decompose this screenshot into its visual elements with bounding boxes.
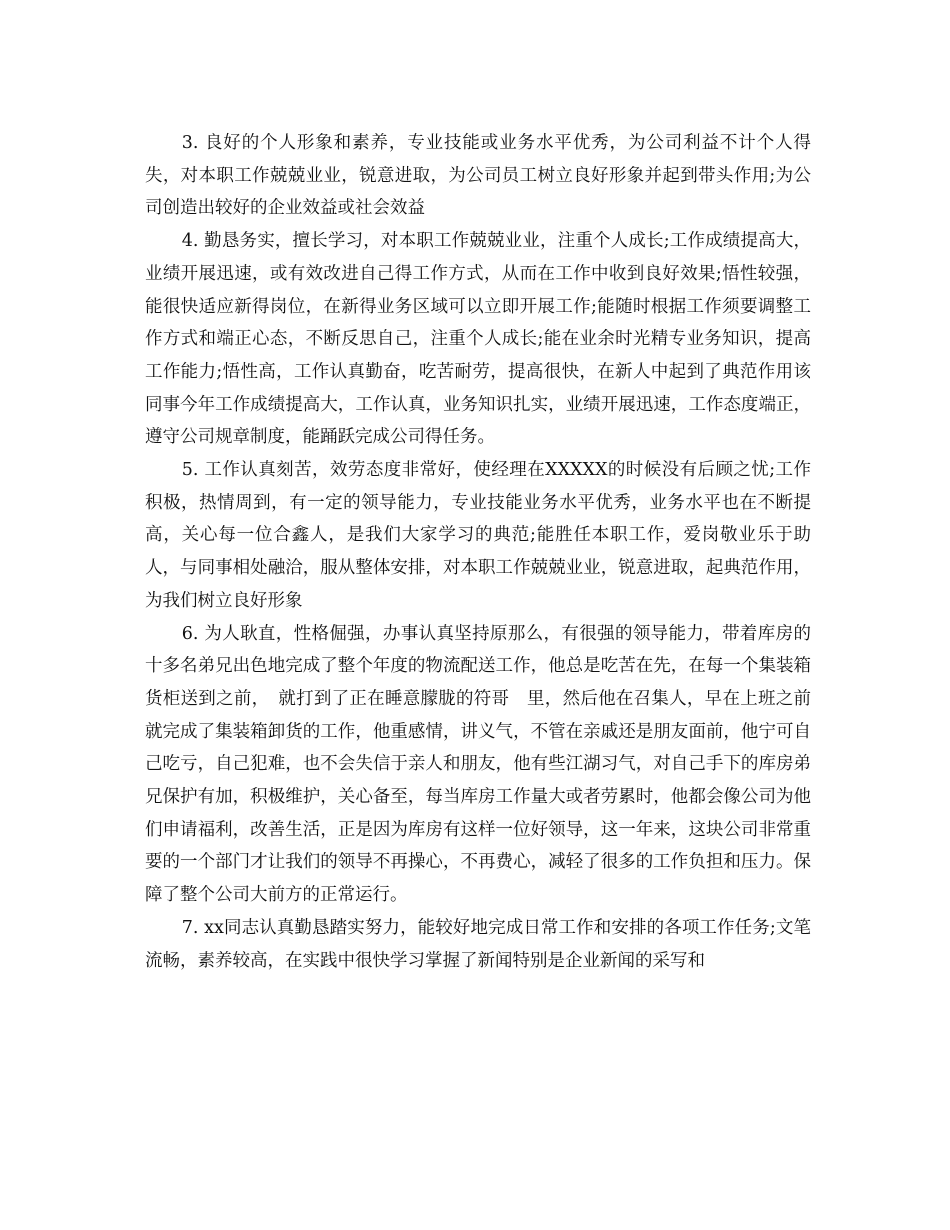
paragraph-item-5: 5. 工作认真刻苦，效劳态度非常好，使经理在XXXXX的时候没有后顾之忧;工作积极，热情周到，有一定的领导能力，专业技能业务水平优秀，业务水平也在不断提高，关心每一位合鑫人，是我们大家学习的典范;能胜任本职工作，爱岗敬业乐于助人，与同事相处融洽，服从整体安排，对本职工作兢兢业业，锐意进取，起典范作用，为我们树立良好形象 [145, 460, 811, 611]
paragraph-item-7: 7. xx同志认真勤恳踏实努力，能较好地完成日常工作和安排的各项工作任务;文笔流畅，素养较高，在实践中很快学习掌握了新闻特别是企业新闻的采写和 [145, 917, 811, 971]
paragraph-item-3: 3. 良好的个人形象和素养，专业技能或业务水平优秀，为公司利益不计个人得失，对本职工作兢兢业业，锐意进取，为公司员工树立良好形象并起到带头作用;为公司创造出较好的企业效益或社会效益 [145, 133, 811, 219]
paragraph-item-4: 4. 勤恳务实，擅长学习，对本职工作兢兢业业，注重个人成长;工作成绩提高大，业绩开展迅速，或有效改进自己得工作方式，从而在工作中收到良好效果;悟性较强，能很快适应新得岗位，在新得业务区域可以立即开展工作;能随时根据工作须要调整工作方式和端正心态，不断反思自己，注重个人成长;能在业余时光精专业务知识，提高工作能力;悟性高，工作认真勤奋，吃苦耐劳，提高很快，在新人中起到了典范作用该同事今年工作成绩提高大，工作认真，业务知识扎实，业绩开展迅速，工作态度端正，遵守公司规章制度，能踊跃完成公司得任务。 [145, 231, 811, 448]
document-body [145, 127, 811, 977]
paragraph-item-6: 6. 为人耿直，性格倔强，办事认真坚持原那么，有很强的领导能力，带着库房的十多名弟兄出色地完成了整个年度的物流配送工作，他总是吃苦在先，在每一个集装箱货柜送到之前， 就打到了正在睡意朦胧的符哥 里，然后他在召集人，早在上班之前就完成了集装箱卸货的工作，他重感情，讲义气，不管在亲戚还是朋友面前，他宁可自己吃亏，自己犯难，也不会失信于亲人和朋友，他有些江湖习气，对自己手下的库房弟兄保护有加，积极维护，关心备至，每当库房工作量大或者劳累时，他都会像公司为他们申请福利，改善生活，正是因为库房有这样一位好领导，这一年来，这块公司非常重要的一个部门才让我们的领导不再操心，不再费心，减轻了很多的工作负担和压力。保障了整个公司大前方的正常运行。 [145, 623, 811, 906]
